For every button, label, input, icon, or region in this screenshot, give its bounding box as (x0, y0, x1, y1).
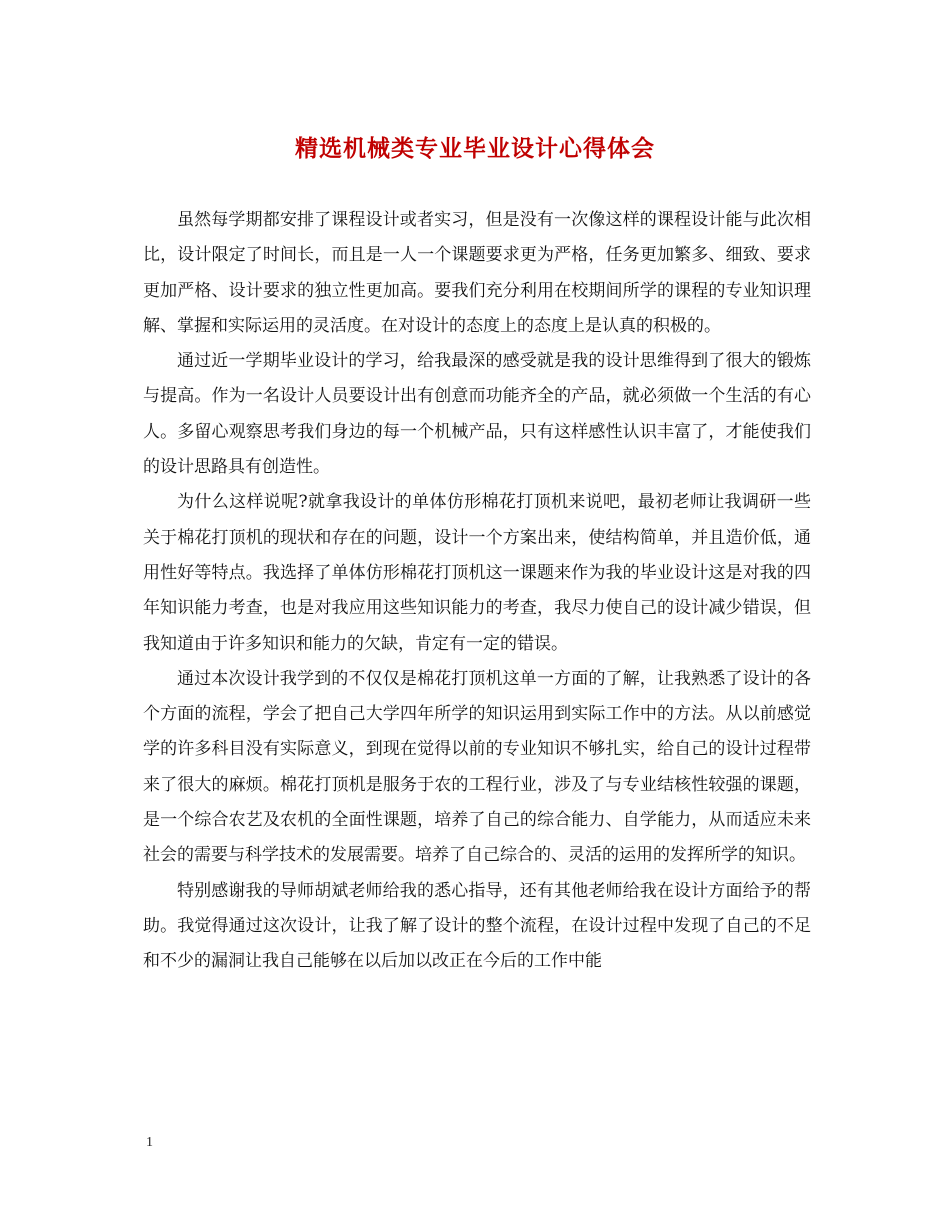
page-number: 1 (146, 1135, 153, 1150)
document-body (143, 203, 811, 980)
document-title: 精选机械类专业毕业设计心得体会 (295, 135, 655, 162)
paragraph: 虽然每学期都安排了课程设计或者实习，但是没有一次像这样的课程设计能与此次相比，设计限定了时间长，而且是一人一个课题要求更为严格，任务更加繁多、细致、要求更加严格、设计要求的独立性更加高。要我们充分利用在校期间所学的课程的专业知识理解、掌握和实际运用的灵活度。在对设计的态度上的态度上是认真的积极的。 (143, 210, 811, 336)
paragraph: 通过近一学期毕业设计的学习，给我最深的感受就是我的设计思维得到了很大的锻炼与提高。作为一名设计人员要设计出有创意而功能齐全的产品，就必须做一个生活的有心人。多留心观察思考我们身边的每一个机械产品，只有这样感性认识丰富了，才能使我们的设计思路具有创造性。 (143, 351, 811, 478)
paragraph: 通过本次设计我学到的不仅仅是棉花打顶机这单一方面的了解，让我熟悉了设计的各个方面的流程，学会了把自己大学四年所学的知识运用到实际工作中的方法。从以前感觉学的许多科目没有实际意义，到现在觉得以前的专业知识不够扎实，给自己的设计过程带来了很大的麻烦。棉花打顶机是服务于农的工程行业，涉及了与专业结核性较强的课题，是一个综合农艺及农机的全面性课题，培养了自己的综合能力、自学能力，从而适应未来社会的需要与科学技术的发展需要。培养了自己综合的、灵活的运用的发挥所学的知识。 (143, 668, 811, 866)
paragraph: 为什么这样说呢?就拿我设计的单体仿形棉花打顶机来说吧，最初老师让我调研一些关于棉花打顶机的现状和存在的问题，设计一个方案出来，使结构简单，并且造价低，通用性好等特点。我选择了单体仿形棉花打顶机这一课题来作为我的毕业设计这是对我的四年知识能力考查，也是对我应用这些知识能力的考查，我尽力使自己的设计减少错误，但我知道由于许多知识和能力的欠缺，肯定有一定的错误。 (143, 492, 811, 654)
paragraph: 特别感谢我的导师胡斌老师给我的悉心指导，还有其他老师给我在设计方面给予的帮助。我觉得通过这次设计，让我了解了设计的整个流程，在设计过程中发现了自己的不足和不少的漏洞让我自己能够在以后加以改正在今后的工作中能 (143, 880, 811, 972)
